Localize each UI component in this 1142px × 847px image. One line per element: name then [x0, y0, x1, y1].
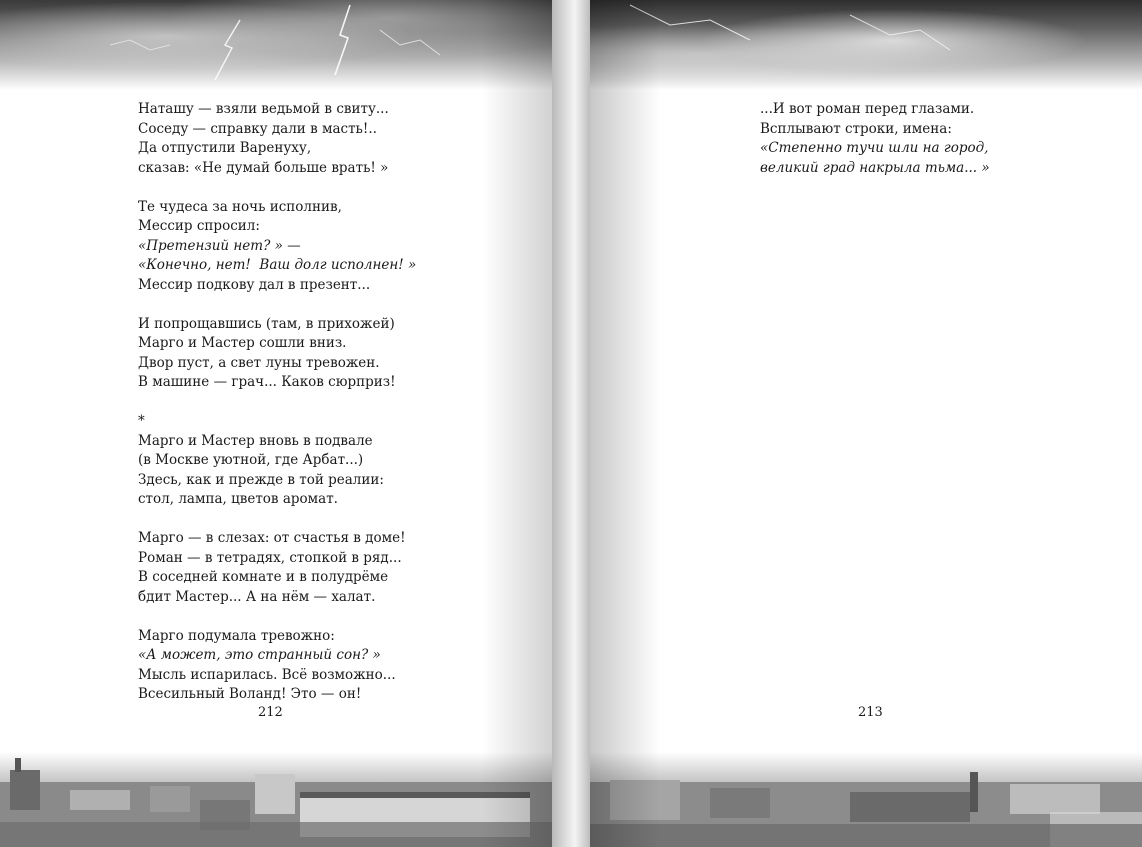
poem-line: великий град накрыла тьма... » — [760, 159, 990, 176]
poem-line: Мессир спросил: — [138, 218, 260, 234]
poem-line: В соседней комнате и в полудрёме — [138, 569, 389, 585]
city-panorama-image — [590, 752, 1142, 847]
poem-line — [138, 393, 416, 413]
poem-line: ...И вот роман перед глазами. — [760, 101, 975, 117]
poem-line: Те чудеса за ночь исполнив, — [138, 198, 342, 215]
poem-line: стол, лампа, цветов аромат. — [138, 491, 338, 507]
poem-line — [138, 295, 416, 315]
page-number: 213 — [858, 705, 883, 720]
poem-line: Всесильный Воланд! Это — он! — [138, 686, 362, 702]
poem-line: Двор пуст, а свет луны тревожен. — [138, 354, 380, 371]
poem-line: сказав: «Не думай больше врать! » — [138, 159, 389, 176]
poem-line: Наташу — взяли ведьмой в свиту... — [138, 101, 389, 117]
poem-line: Мысль испарилась. Всё возможно... — [138, 666, 396, 683]
city-panorama-image — [0, 752, 552, 847]
storm-sky-image — [0, 0, 552, 90]
poem-line: И попрощавшись (там, в прихожей) — [138, 315, 395, 332]
poem-line: Да отпустили Варенуху, — [138, 140, 312, 156]
poem-line: Марго — в слезах: от счастья в доме! — [138, 530, 406, 546]
page-number: 212 — [258, 705, 283, 720]
left-page — [0, 0, 552, 847]
poem-line: «Претензий нет? » — — [138, 237, 301, 254]
poem-line: Соседу — справку дали в масть!.. — [138, 120, 377, 137]
poem-line: Марго и Мастер сошли вниз. — [138, 335, 347, 351]
poem-line: Мессир подкову дал в презент... — [138, 276, 371, 293]
poem-line: Роман — в тетрадях, стопкой в ряд... — [138, 549, 402, 566]
poem-line — [138, 510, 416, 530]
poem-line: Марго подумала тревожно: — [138, 627, 335, 644]
poem-line: В машине — грач... Каков сюрприз! — [138, 374, 396, 390]
poem-line: «Конечно, нет! Ваш долг исполнен! » — [138, 257, 417, 273]
poem-line — [138, 607, 416, 627]
poem-line: Марго и Мастер вновь в подвале — [138, 432, 373, 449]
poem-text — [760, 100, 990, 178]
poem-text — [138, 100, 416, 705]
poem-line: Здесь, как и прежде в той реалии: — [138, 471, 384, 488]
poem-line: * — [138, 413, 145, 429]
storm-sky-image — [590, 0, 1142, 90]
poem-line: «Степенно тучи шли на город, — [760, 140, 989, 156]
poem-line: (в Москве уютной, где Арбат...) — [138, 452, 364, 468]
poem-line: бдит Мастер... А на нём — халат. — [138, 588, 376, 605]
poem-line — [138, 178, 416, 198]
book-spine — [552, 0, 590, 847]
lightning-icon — [0, 0, 552, 90]
right-page — [590, 0, 1142, 847]
poem-line: Всплывают строки, имена: — [760, 120, 952, 137]
poem-line: «А может, это странный сон? » — [138, 647, 381, 663]
